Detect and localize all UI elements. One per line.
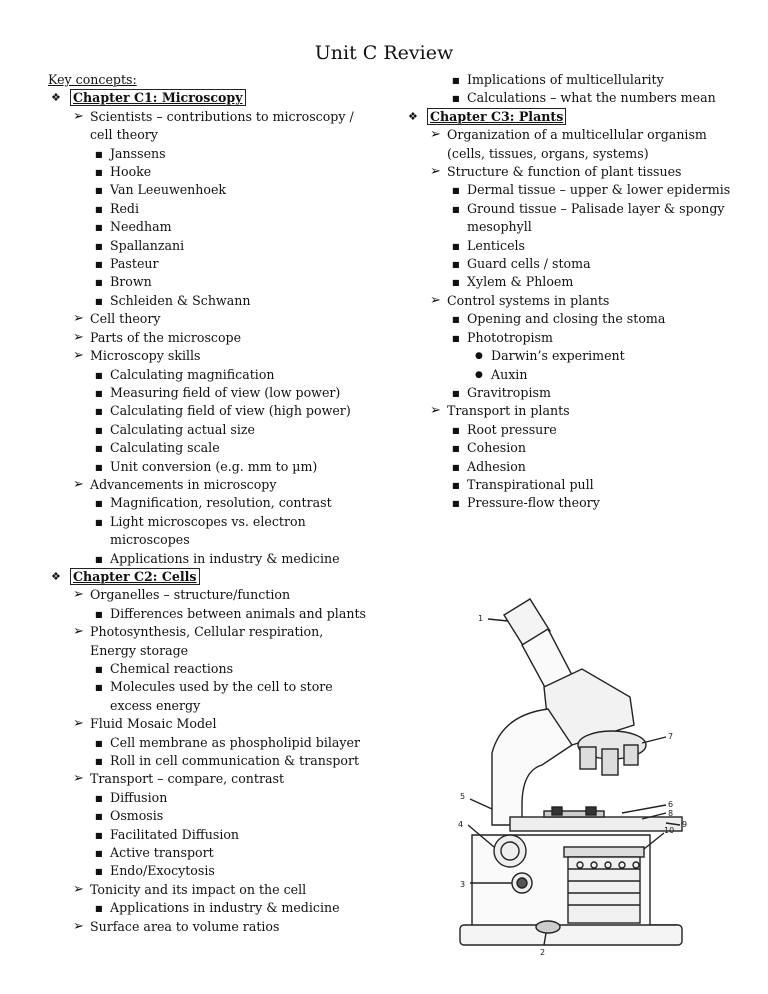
- outline-item: [405, 402, 735, 420]
- outline-label: Calculating actual size: [110, 421, 255, 437]
- label-3: 3: [460, 880, 466, 889]
- outline-item: [48, 255, 368, 273]
- outline-text: [467, 89, 735, 107]
- outline-text: [110, 200, 368, 218]
- bullet-icon: ■: [452, 388, 460, 398]
- bullet-icon: ■: [95, 517, 103, 527]
- outline-label: Ground tissue – Palisade layer & spongy mesophyll: [467, 200, 725, 235]
- outline-label: Organelles – structure/function: [90, 587, 291, 603]
- outline-label: Pressure-flow theory: [467, 495, 600, 511]
- outline-text: [90, 108, 368, 145]
- outline-text: [110, 402, 368, 420]
- outline-label: Cell theory: [90, 311, 161, 327]
- outline-item: [405, 71, 735, 89]
- label-8: 8: [668, 809, 674, 818]
- bullet-icon: ➢: [73, 108, 84, 124]
- outline-label: Diffusion: [110, 789, 168, 805]
- outline-item: [48, 292, 368, 310]
- outline-item: [48, 899, 368, 917]
- outline-text: [467, 255, 735, 273]
- outline-item: [405, 310, 735, 328]
- outline-item: [48, 145, 368, 163]
- outline-item: [405, 181, 735, 199]
- outline-item: [48, 862, 368, 880]
- outline-item: [48, 163, 368, 181]
- outline-text: [70, 89, 368, 107]
- outline-item: [405, 366, 735, 384]
- outline-item: [405, 292, 735, 310]
- outline-text: [110, 145, 368, 163]
- outline-label: Janssens: [110, 145, 166, 161]
- outline-text: [110, 844, 368, 862]
- outline-item: [405, 439, 735, 457]
- outline-text: [110, 255, 368, 273]
- outline-item: [48, 421, 368, 439]
- outline-item: [48, 918, 368, 936]
- bullet-icon: ■: [95, 830, 103, 840]
- outline-item: [48, 310, 368, 328]
- outline-text: [110, 163, 368, 181]
- outline-item: [48, 807, 368, 825]
- bullet-icon: ➢: [430, 127, 441, 143]
- outline-item: [48, 108, 368, 145]
- outline-text: [467, 237, 735, 255]
- outline-text: [447, 292, 735, 310]
- outline-text: [110, 899, 368, 917]
- outline-item: [405, 126, 735, 163]
- label-1: 1: [478, 614, 484, 623]
- outline-label: Differences between animals and plants: [110, 605, 366, 621]
- outline-label: Organization of a multicellular organism (cells, tissues, organs, systems): [447, 127, 707, 161]
- outline-label: Applications in industry & medicine: [110, 900, 340, 916]
- outline-text: [110, 660, 368, 678]
- outline-label: Calculating field of view (high power): [110, 403, 351, 419]
- bullet-icon: ■: [95, 204, 103, 214]
- label-4: 4: [458, 820, 464, 829]
- bullet-icon: ■: [95, 149, 103, 159]
- outline-item: [48, 568, 368, 586]
- outline-text: [491, 366, 735, 384]
- bullet-icon: ■: [452, 499, 460, 509]
- outline-label: Opening and closing the stoma: [467, 311, 666, 327]
- outline-item: [48, 273, 368, 291]
- outline-label: Auxin: [491, 366, 528, 382]
- outline-label: Xylem & Phloem: [467, 274, 574, 290]
- outline-item: [405, 476, 735, 494]
- outline-text: [467, 273, 735, 291]
- outline-text: [110, 181, 368, 199]
- outline-item: [48, 402, 368, 420]
- outline-text: [90, 586, 368, 604]
- bullet-icon: ●: [475, 351, 483, 362]
- bullet-icon: ■: [95, 388, 103, 398]
- outline-label: Structure & function of plant tissues: [447, 164, 682, 180]
- outline-text: [90, 918, 368, 936]
- outline-label: Pasteur: [110, 256, 159, 272]
- bullet-icon: ■: [95, 849, 103, 859]
- outline-label: Tonicity and its impact on the cell: [90, 881, 307, 897]
- outline-text: [110, 789, 368, 807]
- outline-label: Spallanzani: [110, 237, 185, 253]
- outline-text: [110, 384, 368, 402]
- outline-label: Cohesion: [467, 440, 526, 456]
- outline-text: [467, 421, 735, 439]
- outline-text: [70, 568, 368, 586]
- bullet-icon: ●: [475, 369, 483, 380]
- outline-text: [467, 310, 735, 328]
- bullet-icon: ■: [452, 241, 460, 251]
- outline-label: Redi: [110, 200, 140, 216]
- label-10: 10: [664, 826, 675, 835]
- bullet-icon: ■: [452, 462, 460, 472]
- outline-item: [405, 347, 735, 365]
- bullet-icon: ■: [95, 462, 103, 472]
- bullet-icon: ■: [95, 260, 103, 270]
- bullet-icon: ■: [95, 168, 103, 178]
- bullet-icon: ■: [95, 867, 103, 877]
- outline-item: [405, 273, 735, 291]
- label-9: 9: [682, 820, 688, 829]
- bullet-icon: ➢: [73, 587, 84, 603]
- bullet-icon: ➢: [73, 329, 84, 345]
- outline-item: [48, 660, 368, 678]
- bullet-icon: ■: [95, 407, 103, 417]
- outline-label: Van Leeuwenhoek: [110, 182, 227, 198]
- outline-label: Measuring field of view (low power): [110, 384, 341, 400]
- bullet-icon: ■: [95, 757, 103, 767]
- outline-label: Surface area to volume ratios: [90, 918, 280, 934]
- outline-label: Control systems in plants: [447, 292, 610, 308]
- outline-text: [467, 476, 735, 494]
- outline-label: Hooke: [110, 164, 152, 180]
- outline-label: Photosynthesis, Cellular respiration, Energy storage: [90, 624, 324, 658]
- outline-text: [90, 881, 368, 899]
- outline-item: [405, 89, 735, 107]
- bullet-icon: ■: [452, 76, 460, 85]
- outline-label: Guard cells / stoma: [467, 256, 591, 272]
- bullet-icon: ➢: [430, 403, 441, 419]
- outline-item: [48, 476, 368, 494]
- bullet-icon: ➢: [73, 348, 84, 364]
- outline-label: Darwin’s experiment: [491, 348, 625, 364]
- outline-item: [48, 329, 368, 347]
- outline-text: [110, 421, 368, 439]
- outline-text: [110, 826, 368, 844]
- outline-label: Fluid Mosaic Model: [90, 716, 217, 732]
- outline-item: [48, 605, 368, 623]
- outline-label: Calculating magnification: [110, 366, 275, 382]
- bullet-icon: ■: [95, 554, 103, 564]
- outline-text: [447, 163, 735, 181]
- outline-item: [48, 513, 368, 550]
- outline-text: [110, 605, 368, 623]
- left-column: [48, 71, 368, 936]
- outline-label: Light microscopes vs. electron microscopes: [110, 513, 306, 548]
- outline-item: [48, 71, 368, 89]
- bullet-icon: ➢: [73, 311, 84, 327]
- bullet-icon: ■: [452, 425, 460, 435]
- outline-item: [405, 237, 735, 255]
- label-5: 5: [460, 792, 466, 801]
- outline-text: [491, 347, 735, 365]
- outline-text: [447, 126, 735, 163]
- outline-label: Applications in industry & medicine: [110, 550, 340, 566]
- outline-text: [467, 439, 735, 457]
- outline-item: [48, 826, 368, 844]
- bullet-icon: ➢: [73, 881, 84, 897]
- outline-label: Unit conversion (e.g. mm to µm): [110, 458, 318, 474]
- bullet-icon: ■: [95, 499, 103, 509]
- outline-item: [48, 347, 368, 365]
- outline-item: [405, 458, 735, 476]
- outline-text: [110, 752, 368, 770]
- outline-item: [48, 550, 368, 568]
- bullet-icon: ■: [95, 241, 103, 251]
- outline-item: [48, 200, 368, 218]
- bullet-icon: ■: [95, 370, 103, 380]
- outline-text: [48, 71, 368, 89]
- outline-item: [405, 200, 735, 237]
- bullet-icon: ■: [452, 94, 460, 104]
- outline-text: [110, 292, 368, 310]
- outline-item: [48, 384, 368, 402]
- outline-text: [110, 550, 368, 568]
- outline-label: Dermal tissue – upper & lower epidermis: [467, 182, 731, 198]
- bullet-icon: ■: [95, 609, 103, 619]
- microscope-diagram: [452, 585, 692, 957]
- outline-label: Microscopy skills: [90, 348, 201, 364]
- outline-label: Calculations – what the numbers mean: [467, 90, 716, 106]
- outline-label: Facilitated Diffusion: [110, 826, 240, 842]
- bullet-icon: ■: [95, 296, 103, 306]
- bullet-icon: ■: [95, 425, 103, 435]
- outline-item: [405, 255, 735, 273]
- outline-label: Active transport: [110, 845, 214, 861]
- bullet-icon: ❖: [51, 91, 61, 105]
- outline-item: [48, 237, 368, 255]
- bullet-icon: ■: [452, 480, 460, 490]
- outline-item: [48, 844, 368, 862]
- bullet-icon: ❖: [51, 569, 61, 583]
- outline-label: Phototropism: [467, 329, 553, 345]
- bullet-icon: ❖: [408, 109, 418, 123]
- bullet-icon: ■: [95, 738, 103, 748]
- outline-item: [48, 586, 368, 604]
- outline-label: Osmosis: [110, 808, 164, 824]
- outline-label: Lenticels: [467, 237, 526, 253]
- outline-text: [110, 494, 368, 512]
- bullet-icon: ➢: [73, 771, 84, 787]
- outline-label: Transpirational pull: [467, 476, 594, 492]
- outline-label: Transport in plants: [447, 403, 570, 419]
- bullet-icon: ➢: [430, 292, 441, 308]
- outline-item: [48, 439, 368, 457]
- bullet-icon: ■: [95, 812, 103, 822]
- bullet-icon: ■: [452, 186, 460, 196]
- outline-text: [110, 273, 368, 291]
- outline-item: [48, 734, 368, 752]
- chapter-heading: Chapter C3: Plants: [427, 108, 566, 125]
- outline-text: [467, 384, 735, 402]
- outline-text: [467, 329, 735, 347]
- outline-text: [467, 458, 735, 476]
- outline-text: [467, 181, 735, 199]
- outline-item: [48, 770, 368, 788]
- bullet-icon: ■: [95, 223, 103, 233]
- outline-text: [427, 108, 735, 126]
- outline-text: [110, 734, 368, 752]
- outline-item: [48, 494, 368, 512]
- outline-label: Calculating scale: [110, 440, 220, 456]
- bullet-icon: ➢: [73, 918, 84, 934]
- bullet-icon: ■: [95, 665, 103, 674]
- outline-item: [48, 366, 368, 384]
- outline-item: [48, 458, 368, 476]
- outline-label: Molecules used by the cell to store excess energy: [110, 679, 333, 713]
- outline-text: [90, 715, 368, 733]
- bullet-icon: ■: [95, 278, 103, 288]
- bullet-icon: ➢: [430, 164, 441, 180]
- right-column: [405, 71, 735, 513]
- label-7: 7: [668, 732, 674, 741]
- outline-item: [405, 329, 735, 347]
- outline-text: [90, 476, 368, 494]
- outline-text: [447, 402, 735, 420]
- bullet-icon: ■: [95, 444, 103, 454]
- outline-label: Implications of multicellularity: [467, 72, 664, 87]
- chapter-heading: Chapter C1: Microscopy: [70, 89, 246, 106]
- outline-label: Roll in cell communication & transport: [110, 753, 360, 769]
- outline-text: [90, 329, 368, 347]
- outline-text: [467, 494, 735, 512]
- outline-item: [48, 715, 368, 733]
- page-title: Unit C Review: [314, 42, 454, 64]
- outline-text: [110, 237, 368, 255]
- outline-label: Chemical reactions: [110, 661, 234, 676]
- outline-item: [405, 384, 735, 402]
- bullet-icon: ■: [95, 904, 103, 914]
- outline-label: Endo/Exocytosis: [110, 863, 215, 879]
- outline-label: Schleiden & Schwann: [110, 292, 251, 308]
- bullet-icon: ■: [452, 260, 460, 270]
- outline-label: Scientists – contributions to microscopy / cell theory: [90, 108, 354, 143]
- label-6: 6: [668, 800, 674, 809]
- bullet-icon: ■: [95, 793, 103, 803]
- outline-item: [48, 678, 368, 715]
- outline-item: [405, 421, 735, 439]
- outline-label: Parts of the microscope: [90, 329, 242, 345]
- outline-item: [48, 752, 368, 770]
- outline-item: [48, 881, 368, 899]
- bullet-icon: ➢: [73, 476, 84, 492]
- outline-label: Gravitropism: [467, 384, 551, 400]
- outline-label: Brown: [110, 274, 152, 290]
- key-concepts-heading: Key concepts:: [48, 72, 137, 87]
- outline-text: [110, 439, 368, 457]
- outline-text: [467, 200, 735, 237]
- chapter-heading: Chapter C2: Cells: [70, 568, 200, 585]
- outline-label: Magnification, resolution, contrast: [110, 495, 332, 511]
- outline-item: [48, 789, 368, 807]
- outline-text: [110, 678, 368, 715]
- outline-item: [48, 623, 368, 660]
- outline-label: Cell membrane as phospholipid bilayer: [110, 734, 361, 750]
- outline-item: [48, 181, 368, 199]
- outline-text: [90, 770, 368, 788]
- outline-label: Needham: [110, 219, 172, 235]
- bullet-icon: ■: [452, 333, 460, 343]
- outline-label: Advancements in microscopy: [90, 476, 277, 492]
- label-2: 2: [540, 948, 546, 957]
- outline-text: [467, 71, 735, 89]
- outline-item: [48, 89, 368, 107]
- outline-text: [110, 807, 368, 825]
- outline-text: [90, 623, 368, 660]
- outline-label: Transport – compare, contrast: [90, 771, 285, 787]
- outline-text: [110, 366, 368, 384]
- bullet-icon: ■: [452, 315, 460, 325]
- outline-label: Root pressure: [467, 421, 557, 437]
- outline-item: [48, 218, 368, 236]
- outline-text: [110, 218, 368, 236]
- bullet-icon: ■: [95, 683, 103, 693]
- outline-item: [405, 163, 735, 181]
- outline-item: [405, 494, 735, 512]
- outline-text: [110, 458, 368, 476]
- bullet-icon: ■: [452, 278, 460, 288]
- outline-text: [90, 310, 368, 328]
- outline-item: [405, 108, 735, 126]
- outline-label: Adhesion: [467, 458, 526, 474]
- bullet-icon: ➢: [73, 624, 84, 640]
- outline-text: [110, 513, 368, 550]
- outline-text: [110, 862, 368, 880]
- bullet-icon: ➢: [73, 716, 84, 732]
- bullet-icon: ■: [452, 204, 460, 214]
- bullet-icon: ■: [452, 444, 460, 454]
- bullet-icon: ■: [95, 186, 103, 196]
- outline-text: [90, 347, 368, 365]
